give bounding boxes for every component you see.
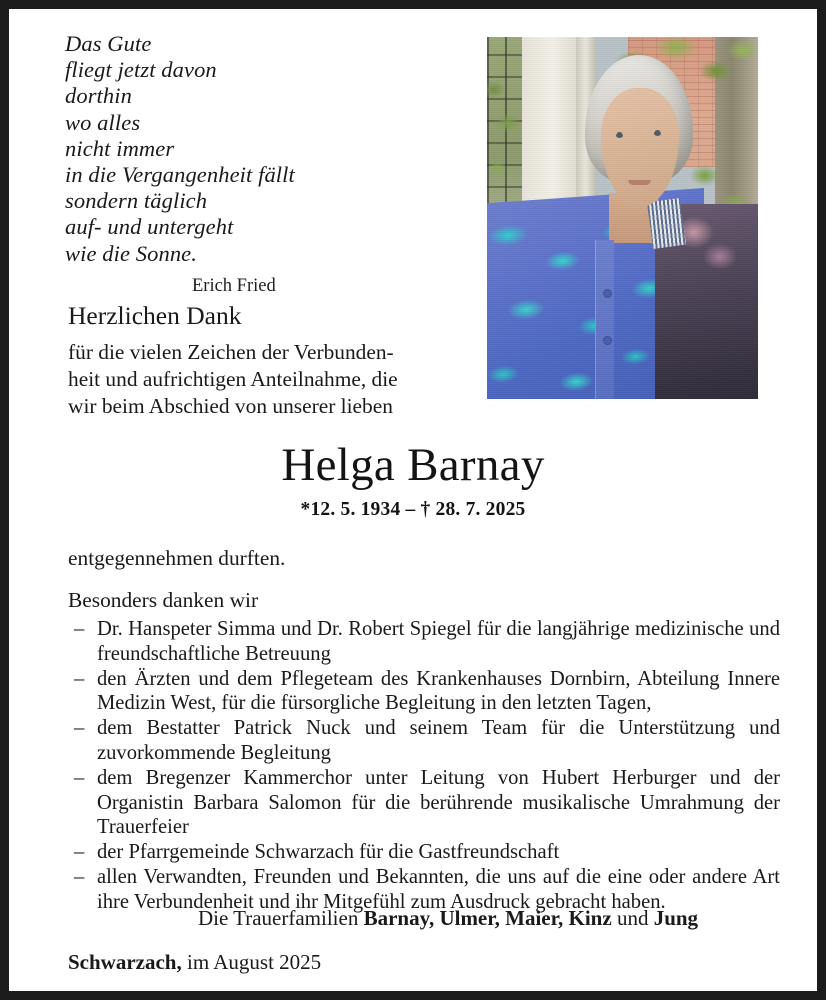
thanks-intro-line: für die vielen Zeichen der Verbunden- bbox=[68, 340, 394, 364]
list-item bbox=[68, 617, 780, 666]
list-item-text: allen Verwandten, Freunden und Bekannten, die uns auf die eine oder andere Art ihre Verbundenheit und ihr Mitgefühl zum Ausdruck gebracht haben. bbox=[97, 866, 780, 914]
bullet-dash: – bbox=[74, 866, 85, 889]
list-item-text: dem Bregenzer Kammerchor unter Leitung von Hubert Herburger und der Organistin Barbara Salomon für die berührende musikalische Umrahmung der Trauerfeier bbox=[97, 767, 780, 839]
bullet-dash: – bbox=[74, 667, 85, 690]
thanks-intro-line: wir beim Abschied von unserer lieben bbox=[68, 394, 393, 419]
photo-canvas bbox=[487, 37, 758, 399]
bullet-dash: – bbox=[74, 767, 85, 790]
list-item-text: der Pfarrgemeinde Schwarzach für die Gastfreundschaft bbox=[97, 841, 560, 864]
bullet-dash: – bbox=[74, 618, 85, 640]
face bbox=[601, 88, 680, 207]
list-item-text: den Ärzten und dem Pflegeteam des Krankenhauses Dornbirn, Abteilung Innere Medizin West, für die fürsorgliche Begleitung in den letzten Tagen, bbox=[97, 667, 780, 715]
mourning-families-line bbox=[9, 905, 817, 932]
poem-block bbox=[65, 31, 465, 298]
mouth bbox=[628, 180, 651, 185]
right-eye bbox=[654, 131, 661, 136]
deceased-dates: *12. 5. 1934 – † 28. 7. 2025 bbox=[300, 499, 526, 520]
poem-author: Erich Fried bbox=[192, 275, 276, 296]
poem-line: sondern täglich bbox=[65, 188, 208, 214]
special-thanks-list bbox=[68, 617, 780, 915]
blouse-placket bbox=[595, 240, 614, 399]
families-prefix: Die Trauerfamilien bbox=[197, 906, 364, 930]
poem-line: in die Vergangenheit fällt bbox=[65, 162, 295, 188]
place-and-date-line bbox=[68, 949, 321, 976]
list-item bbox=[68, 840, 780, 865]
poem-line: dorthin bbox=[65, 83, 132, 109]
list-item bbox=[68, 766, 780, 840]
special-thanks-heading: Besonders danken wir bbox=[68, 588, 259, 612]
notice-date: im August 2025 bbox=[181, 950, 322, 974]
list-item-text: dem Bestatter Patrick Nuck und seinem Team für die Unterstützung und zuvorkommende Begleitung bbox=[97, 717, 780, 764]
families-conjunction: und bbox=[611, 906, 654, 930]
blouse-button bbox=[604, 290, 611, 297]
thanks-intro-line: heit und aufrichtigen Anteilnahme, die bbox=[68, 367, 398, 392]
place-name: Schwarzach, bbox=[68, 950, 182, 974]
thanks-intro bbox=[68, 339, 440, 421]
list-item bbox=[68, 716, 780, 765]
left-eye bbox=[616, 133, 623, 138]
deceased-name: Helga Barnay bbox=[281, 439, 545, 491]
poem-line: nicht immer bbox=[65, 135, 175, 161]
portrait-photo bbox=[487, 37, 758, 399]
poem-line: fliegt jetzt davon bbox=[65, 57, 217, 83]
families-last-name: Jung bbox=[653, 906, 699, 930]
poem-line: wie die Sonne. bbox=[65, 240, 197, 266]
poem-line: auf- und untergeht bbox=[65, 214, 234, 240]
striped-collar bbox=[646, 198, 685, 249]
poem-line: wo alles bbox=[65, 109, 141, 135]
thanks-heading: Herzlichen Dank bbox=[68, 301, 242, 330]
bullet-dash: – bbox=[74, 717, 85, 740]
bullet-dash: – bbox=[74, 841, 85, 864]
list-item bbox=[68, 667, 780, 716]
notice-content bbox=[9, 9, 817, 991]
blouse-button bbox=[604, 337, 611, 344]
families-names: Barnay, Ulmer, Maier, Kinz bbox=[363, 906, 612, 930]
sentence-continuation: entgegennehmen durften. bbox=[68, 546, 286, 570]
poem-line: Das Gute bbox=[65, 31, 152, 56]
list-item-text: Dr. Hanspeter Simma und Dr. Robert Spiegel für die langjährige medizinische und freundschaftliche Betreuung bbox=[97, 618, 780, 665]
